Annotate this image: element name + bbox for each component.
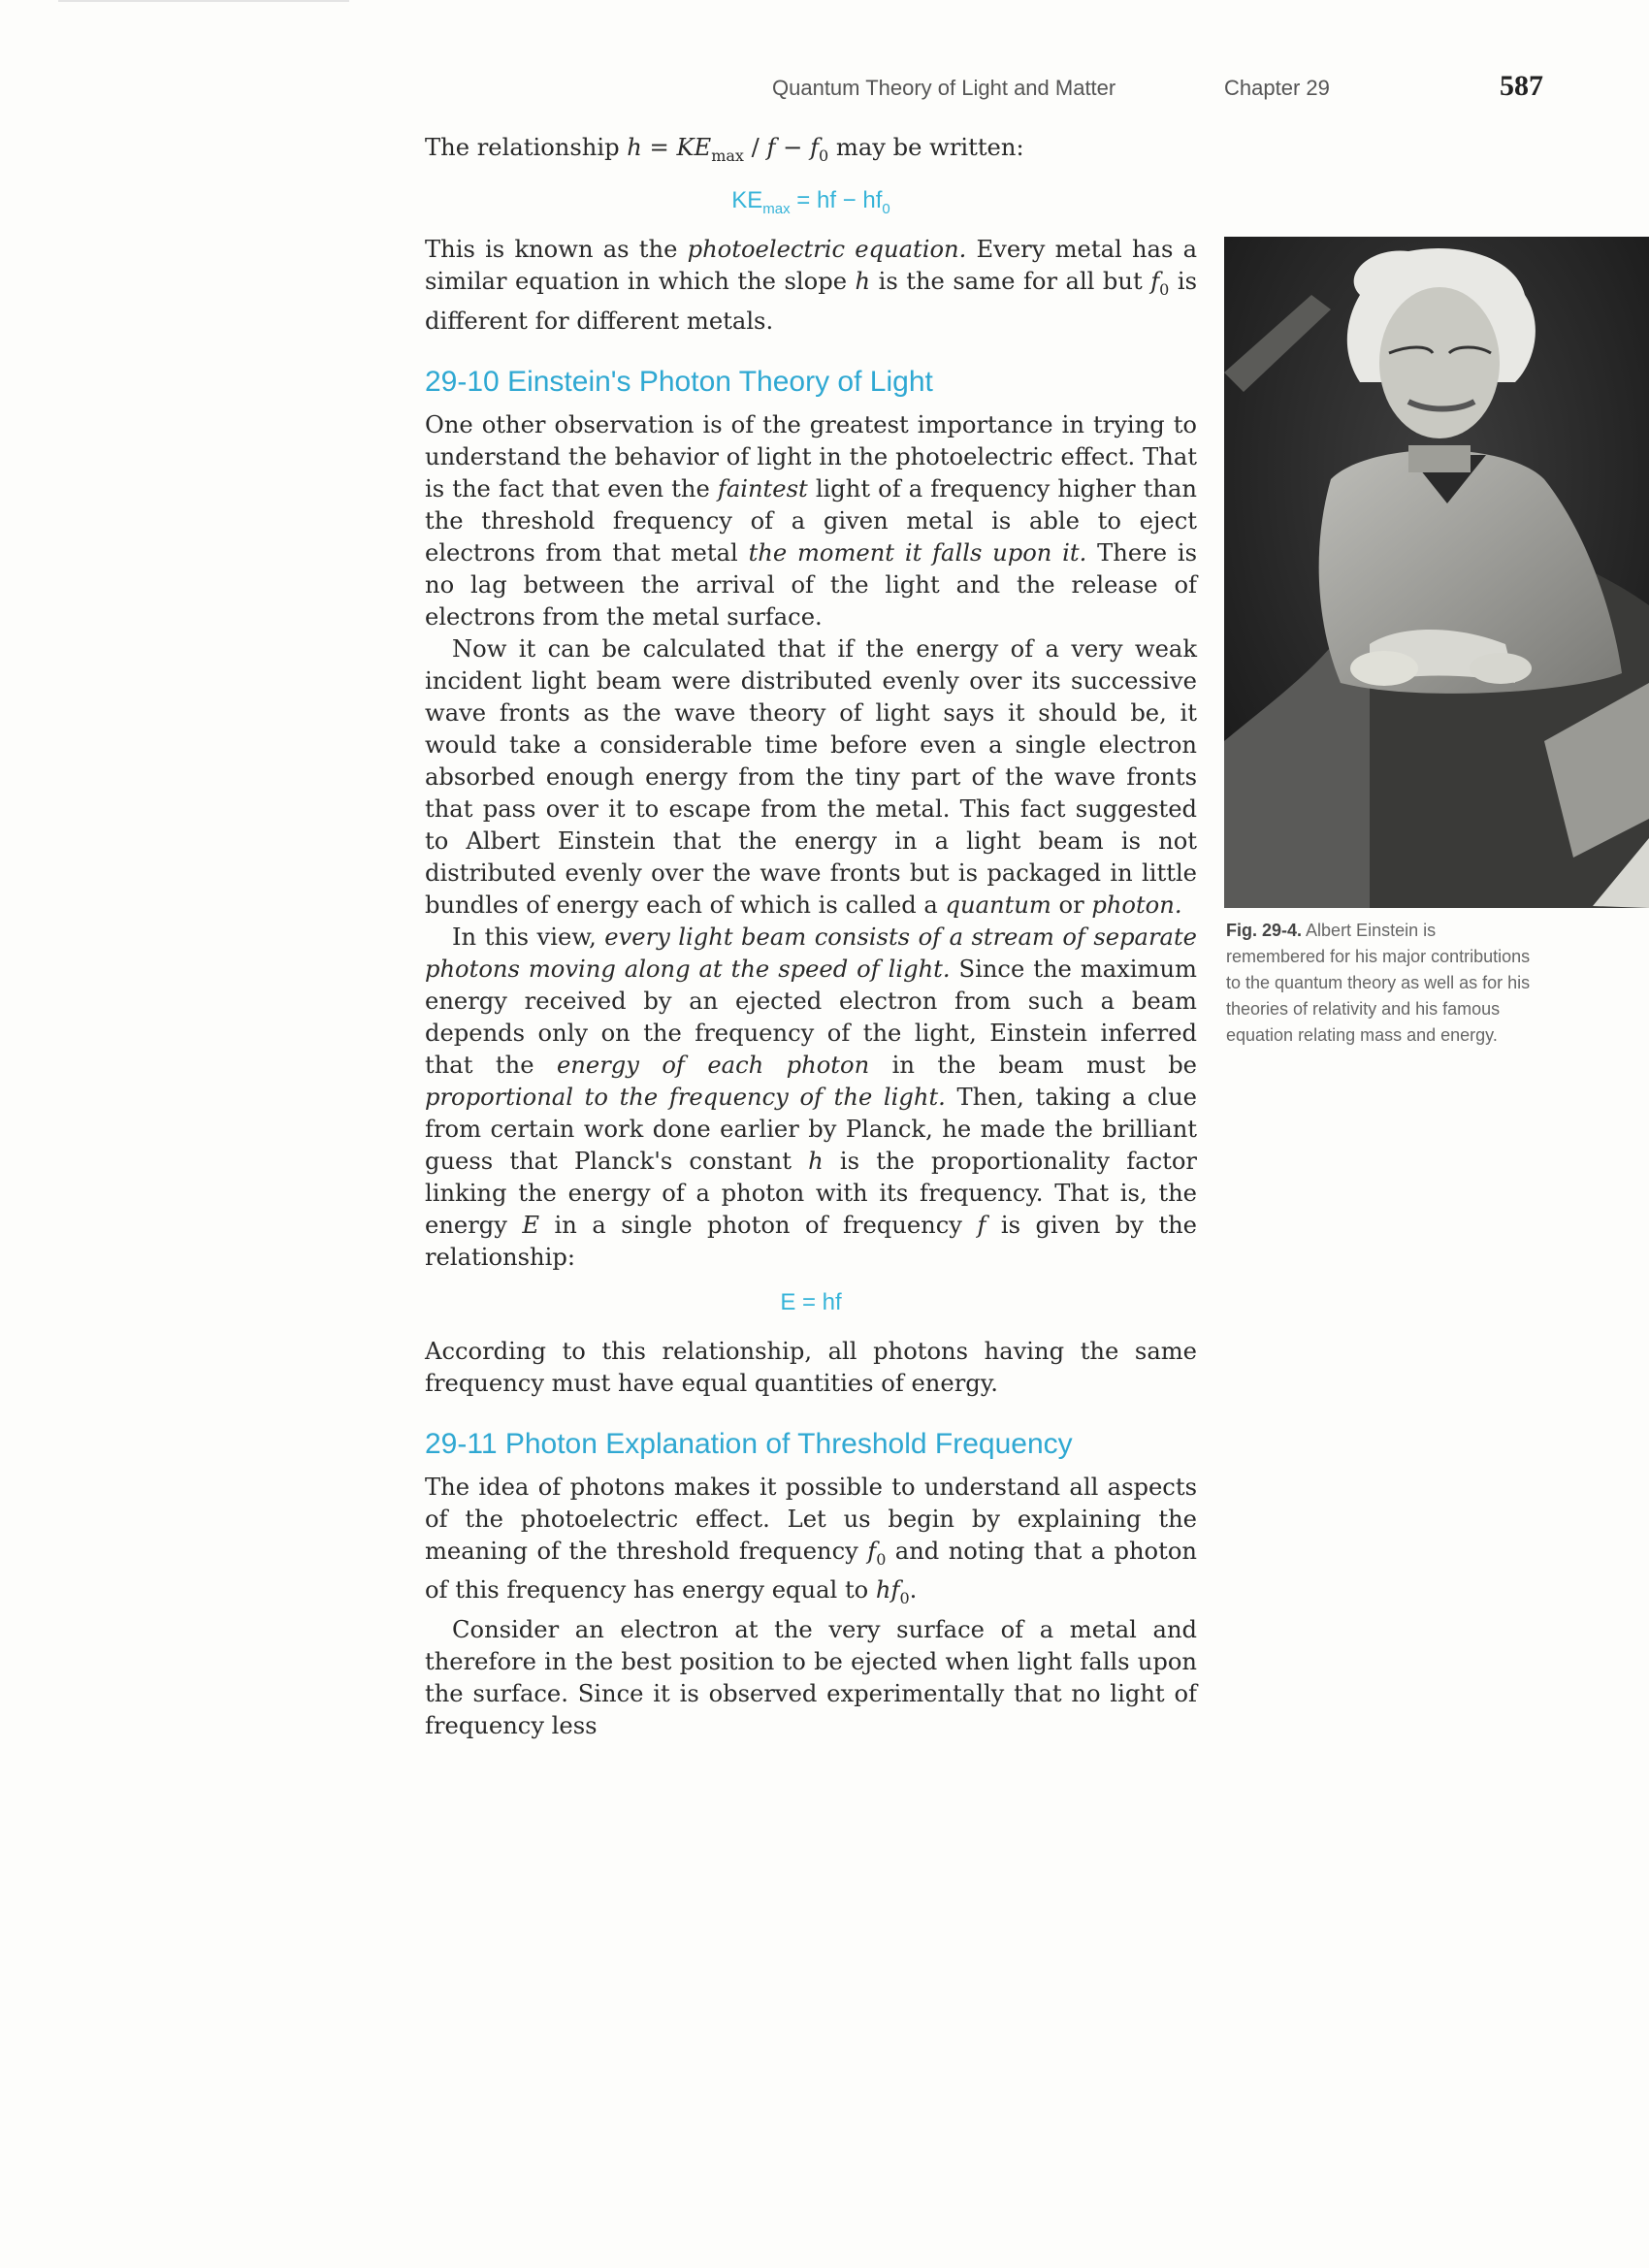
section-1-paragraph-4: According to this relationship, all photons having the same frequency must have equal quantities of energy. <box>425 1337 1197 1397</box>
photon-energy-equation: E = hf <box>780 1288 842 1315</box>
section-1-paragraph-3: In this view, every light beam consists of a stream of separate photons moving along at the speed of light. Since the maximum energy received by an ejected electron from such a beam depends only on the frequency of the light, Einstein inferred that the energy of each photon in the beam must be proportional to the frequency of the light. Then, taking a clue from certain work done earlier by Planck, he made the brilliant guess that Planck's constant h is the proportionality factor linking the energy of a photon with its frequency. That is, the energy E in a single photon of frequency f is given by the relationship: <box>425 923 1197 1271</box>
einstein-photo <box>1224 237 1649 908</box>
section-2-paragraph-1: The idea of photons makes it possible to understand all aspects of the photoelectric effect. Let us begin by explaining the meaning of the threshold frequency $f_0$ and noting that a photon of this frequency has energy equal to $hf_0$. <box>425 1473 1197 1608</box>
section-heading-29-11: 29-11 Photon Explanation of Threshold Frequency <box>425 1427 1073 1460</box>
figure-caption-text: Albert Einstein is remembered for his major contributions to the quantum theory as well as for his theories of relativity and his famous equation relating mass and energy. <box>1226 921 1531 1045</box>
running-head <box>757 70 1591 109</box>
figure-caption <box>1226 918 1536 1049</box>
section-2-paragraph-2: Consider an electron at the very surface of a metal and therefore in the best position to be ejected when light falls upon the surface. Since it is observed experimentally that no light of frequency less <box>425 1616 1197 1740</box>
photoelectric-equation: $KE_{max}$ = hf − $hf_0$ <box>731 186 890 217</box>
section-heading-29-10: 29-10 Einstein's Photon Theory of Light <box>425 365 933 398</box>
running-head-title: Quantum Theory of Light and Matter <box>772 76 1116 100</box>
running-head-chapter: Chapter 29 <box>1224 76 1330 100</box>
photoelectric-paragraph: This is known as the photoelectric equation. Every metal has a similar equation in which the slope h is the same for all but $f_0$ is different for different metals. <box>425 235 1197 335</box>
section-1-paragraph-1: One other observation is of the greatest importance in trying to understand the behavior of light in the photoelectric effect. That is the fact that even the faintest light of a frequency higher than the threshold frequency of a given metal is able to eject electrons from that metal the moment it falls upon it. There is no lag between the arrival of the light and the release of electrons from the metal surface. <box>425 410 1198 631</box>
figure-label: Fig. 29-4. <box>1226 921 1303 940</box>
page-number: 587 <box>1500 70 1543 102</box>
main-text-column <box>425 132 1197 1742</box>
section-1-paragraph-2: Now it can be calculated that if the energy of a very weak incident light beam were distributed evenly over its successive wave fronts as the wave theory of light says it should be, it would take a considerable time before even a single electron absorbed enough energy from the tiny part of the wave fronts that pass over it to escape from the metal. This fact suggested to Albert Einstein that the energy in a light beam is not distributed evenly over the wave fronts but is packaged in little bundles of energy each of which is called a quantum or photon. <box>425 634 1197 919</box>
scan-edge <box>58 0 349 2</box>
intro-paragraph: The relationship $h = KE_{max} / f - f_0$ may be written: <box>425 134 1024 165</box>
